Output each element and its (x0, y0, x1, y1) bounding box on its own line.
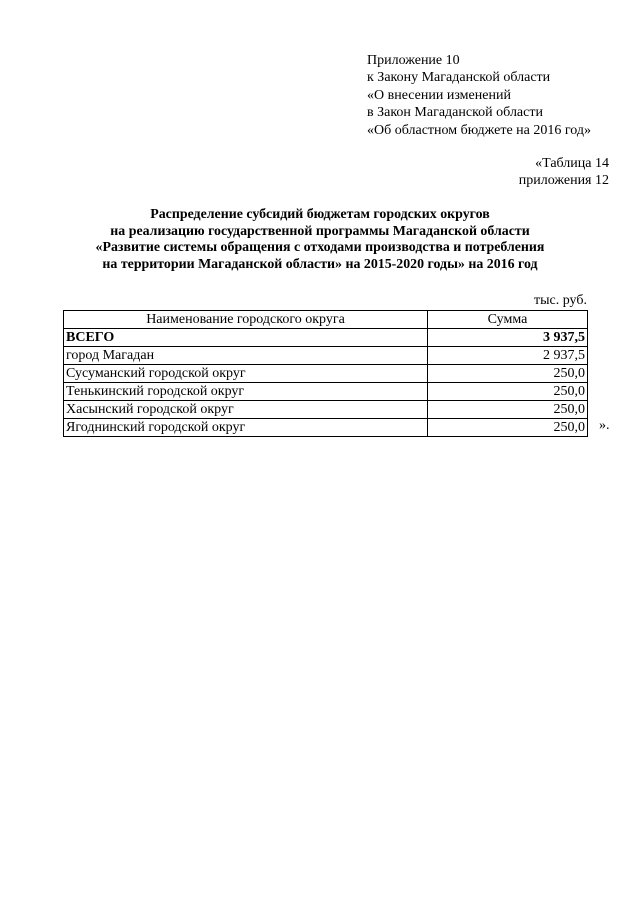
district-sum: 250,0 (428, 383, 588, 401)
column-header-sum: Сумма (428, 311, 588, 329)
district-sum: 2 937,5 (428, 347, 588, 365)
district-sum: 250,0 (428, 365, 588, 383)
title-line: «Развитие системы обращения с отходами производства и потребления (95, 240, 545, 256)
column-header-name: Наименование городского округа (64, 311, 428, 329)
appendix-line: «Об областном бюджете на 2016 год» (367, 122, 591, 138)
title-line: на реализацию государственной программы Магаданской области (110, 223, 530, 239)
table-reference-line: приложения 12 (518, 173, 609, 189)
district-name: Ягоднинский городской округ (64, 419, 428, 437)
total-sum: 3 937,5 (428, 329, 588, 347)
subsidy-table (63, 310, 588, 437)
district-name: Сусуманский городской округ (64, 365, 428, 383)
appendix-line: в Закон Магаданской области (367, 105, 543, 121)
appendix-line: «О внесении изменений (367, 87, 511, 103)
appendix-header (367, 52, 591, 139)
table-row (64, 365, 588, 383)
district-name: Тенькинский городской округ (64, 383, 428, 401)
table-row (64, 419, 588, 437)
title-line: на территории Магаданской области» на 2015-2020 годы» на 2016 год (102, 256, 538, 272)
table-reference-line: «Таблица 14 (535, 156, 609, 171)
table-reference (519, 155, 609, 190)
total-row (64, 329, 588, 347)
document-title (0, 207, 640, 273)
closing-quote-mark: ». (599, 418, 610, 433)
district-name: Хасынский городской округ (64, 401, 428, 419)
district-sum: 250,0 (428, 401, 588, 419)
appendix-line: к Закону Магаданской области (367, 70, 551, 86)
table-header-row (64, 311, 588, 329)
district-sum: 250,0 (428, 419, 588, 437)
total-label: ВСЕГО (64, 329, 428, 347)
table-row (64, 347, 588, 365)
table-row (64, 401, 588, 419)
units-label: тыс. руб. (534, 293, 587, 308)
title-line: Распределение субсидий бюджетам городских округов (150, 207, 490, 222)
table-row (64, 383, 588, 401)
district-name: город Магадан (64, 347, 428, 365)
appendix-line: Приложение 10 (367, 53, 460, 68)
